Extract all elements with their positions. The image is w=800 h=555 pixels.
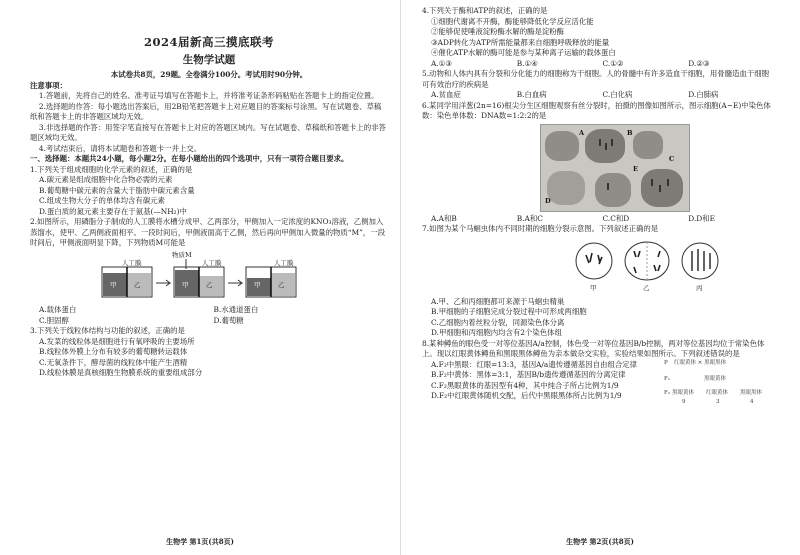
- q6-option-b: B.A和C: [516, 213, 543, 223]
- page-2: [400, 0, 800, 555]
- q3-option-a: A.发菜的线粒体是细胞进行有氧呼吸的主要场所: [39, 336, 195, 346]
- q6-option-c: C.C和D: [602, 213, 630, 223]
- fig-label-yi-3: 乙: [278, 281, 285, 289]
- q4-option-b: B.①④: [516, 58, 538, 68]
- ped-f2-ratio-1: 9: [682, 398, 686, 405]
- exam-subtitle: 生物学试题: [182, 54, 236, 67]
- fig-label-membrane-1: 人工膜: [122, 259, 142, 267]
- q8-stem: 8.某种鳟鱼的眼色受一对等位基因A/a控制，体色受一对等位基因B/b控制，两对等位基因均位于常染色体上。现以红眼黄体鳟鱼和黑眼黑体鳟鱼为亲本做杂交实验，实验结果如图所示。下列叙述错误的是: [422, 338, 765, 359]
- notice-heading: 注意事项：: [30, 80, 67, 90]
- ped-f1: 黑眼黄体: [704, 375, 727, 382]
- q1-stem: 1.下列关于组成细胞的化学元素的叙述，正确的是: [30, 164, 193, 174]
- q2-option-b: B.水通道蛋白: [213, 305, 259, 314]
- micro-label-b: B: [627, 128, 633, 137]
- micro-label-a: A: [579, 128, 585, 137]
- q4-option-a: A.①③: [431, 58, 452, 68]
- q7-cell-diagram: [572, 237, 722, 287]
- q4-item-1: ①细胞代谢离不开酶，酶能够降低化学反应活化能: [431, 16, 594, 26]
- q6-option-a: A.A和B: [431, 213, 457, 223]
- fig-label-substance-m: 物质M: [172, 251, 192, 259]
- q3-stem: 3.下列关于线粒体结构与功能的叙述，正确的是: [30, 326, 185, 336]
- q3-option-b: B.线粒体外膜上分布有较多的葡萄糖转运载体: [39, 347, 188, 357]
- q1-option-c: C.组成生物大分子的单体均含有碳元素: [39, 196, 165, 206]
- q6-option-d: D.D和E: [688, 213, 715, 223]
- q4-item-3: ③ADP转化为ATP所需能量都来自细胞呼吸释放的能量: [431, 37, 610, 47]
- micro-label-e: E: [633, 164, 638, 173]
- q8-option-a: A.F₂中黑眼：红眼=13:3，基因A/a遗传遵循基因自由组合定律: [431, 359, 638, 369]
- q2-options-row-1: [30, 305, 388, 316]
- q5-option-a: A.贫血症: [431, 90, 461, 100]
- q1-option-d: D.蛋白质的氮元素主要存在于氨基(—NH₂)中: [39, 206, 187, 216]
- q8-option-c: C.F₂黑眼黄体的基因型有4种，其中纯合子所占比例为1/9: [431, 380, 619, 390]
- q1-option-a: A.碳元素是组成细胞中化合物必需的元素: [39, 175, 173, 185]
- q3-option-d: D.线粒体膜是真核细胞生物膜系统的重要组成部分: [39, 368, 203, 378]
- fig-label-yi-1: 乙: [134, 281, 141, 289]
- q4-stem: 4.下列关于酶和ATP的叙述，正确的是: [422, 6, 548, 15]
- q2-option-a: A.载体蛋白: [39, 305, 77, 314]
- q4-options: [422, 59, 774, 70]
- q6-micrograph: [540, 124, 690, 212]
- section-heading: 一、选择题：本题共24小题，每小题2分。在每小题给出的四个选项中，只有一项符合题目要求。: [30, 154, 349, 164]
- exam-meta: 本试卷共8页，29题。全卷满分100分。考试用时90分钟。: [110, 70, 308, 80]
- ped-f2-ratio-2: 3: [716, 398, 720, 405]
- q7-figure: [572, 237, 722, 295]
- q6-options: [422, 214, 774, 225]
- ped-f2-ratio-3: 4: [750, 398, 754, 405]
- gen-f1: F₁: [664, 375, 671, 382]
- q2-stem: 2.如图所示，用磷脂分子制成的人工膜将水槽分成甲、乙两部分，甲侧加入一定浓度的KNO₃溶液，乙侧加入蒸馏水，使甲、乙两侧液面相平。一段时间后，甲侧液面高于乙侧，然后再向甲侧加入微量的物质“M”，一段时间后，甲侧液面明显下降，下列物质M可能是: [30, 217, 386, 248]
- ped-f2-label-2: 红眼黄体: [706, 389, 729, 396]
- q2-options-row-2: [30, 316, 388, 327]
- q7-option-c: C.乙细胞内着丝粒分裂，同源染色体分离: [431, 317, 565, 327]
- fig-label-membrane-3: 人工膜: [274, 259, 294, 267]
- q7-option-d: D.甲细胞和丙细胞内均含有2个染色体组: [431, 328, 562, 338]
- ped-f2-label-3: 黑眼黑体: [740, 389, 763, 396]
- gen-p: P: [664, 359, 668, 366]
- q7-stem: 7.如图为某个马蛔虫体内不同时期的细胞分裂示意图。下列叙述正确的是: [422, 224, 659, 234]
- cell-label-jia: 甲: [590, 283, 597, 292]
- ped-parents: 红眼黄体 × 黑眼黑体: [674, 359, 727, 366]
- micro-label-c: C: [669, 154, 675, 163]
- page-1-footer: 生物学 第1页(共8页): [166, 537, 234, 547]
- q5-stem: 5.动物和人体内具有分裂和分化能力的细胞称为干细胞。人的骨髓中有许多造血干细胞，用骨髓造血干细胞可有效治疗的疾病是: [422, 69, 770, 89]
- ped-f2-label-1: 黑眼黄体: [672, 389, 695, 396]
- q7-option-b: B.甲细胞的子细胞完成分裂过程中可形成两细胞: [431, 307, 587, 317]
- q4-option-d: D.②③: [688, 58, 710, 68]
- micro-label-d: D: [545, 196, 551, 205]
- q2-option-d: D.葡萄糖: [213, 315, 244, 325]
- exam-title: 2024届新高三摸底联考: [143, 35, 274, 49]
- notice-3: 3.非选择题的作答：用签字笔直接写在答题卡上对应的答题区域内。写在试题卷、草稿纸和答题卡上的非答题区域均无效。: [30, 122, 386, 143]
- q4-option-c: C.①②: [602, 58, 624, 68]
- q4-item-4: ④催化ATP水解的酶可能是参与某种离子运输的载体蛋白: [431, 48, 616, 58]
- q3-option-c: C.无氧条件下，酵母菌的线粒体中能产生酒精: [39, 357, 188, 367]
- q5-option-d: D.白肺病: [688, 90, 719, 100]
- fig-label-jia-1: 甲: [110, 281, 117, 289]
- q8-pedigree: [664, 360, 774, 410]
- fig-label-jia-3: 甲: [254, 281, 261, 289]
- cell-label-bing: 丙: [696, 283, 703, 292]
- gen-f2: F₂: [664, 389, 671, 396]
- fig-label-membrane-2: 人工膜: [202, 259, 222, 267]
- notice-2: 2.选择题的作答：每小题选出答案后，用2B铅笔把答题卡上对应题目的答案标号涂黑。写在试题卷、草稿纸和答题卡上的非答题区域均无效。: [30, 101, 382, 122]
- q8-option-b: B.F₂中黄体：黑体=3:1，基因B/b遗传遵循基因的分离定律: [431, 370, 626, 380]
- fig-label-yi-2: 乙: [206, 281, 213, 289]
- q4-item-2: ②能够促使唾液淀粉酶水解的酶是淀粉酶: [431, 27, 565, 37]
- q2-figure: [30, 251, 388, 303]
- page-2-footer: 生物学 第2页(共8页): [566, 537, 634, 547]
- q7-option-a: A.甲、乙和丙细胞都可来源于马蛔虫精巢: [431, 296, 565, 306]
- notice-4: 4.考试结束后，请将本试题卷和答题卡一并上交。: [38, 143, 202, 153]
- q1-option-b: B.葡萄糖中碳元素的含量大于脂肪中碳元素含量: [39, 185, 195, 195]
- q6-stem: 6.某同学用洋葱(2n=16)根尖分生区细胞观察有丝分裂时，拍摄的图像如图所示，图示细胞(A~E)中染色体数：染色单体数：DNA数=1:2:2的是: [422, 100, 771, 121]
- q2-option-c: C.胆固醇: [39, 315, 69, 325]
- q5-option-c: C.白化病: [602, 90, 633, 100]
- fig-label-jia-2: 甲: [182, 281, 189, 289]
- q5-option-b: B.白血病: [516, 90, 547, 100]
- q8-block: [422, 359, 774, 405]
- q8-option-d: D.F₂中红眼黄体随机交配，后代中黑眼黑体所占比例为1/9: [431, 391, 622, 401]
- q5-options: [422, 90, 774, 101]
- cell-label-yi: 乙: [643, 283, 650, 292]
- notice-1: 1.答题前，先将自己的姓名、准考证号填写在答题卡上，并将准考证条形码粘贴在答题卡上的指定位置。: [38, 91, 379, 101]
